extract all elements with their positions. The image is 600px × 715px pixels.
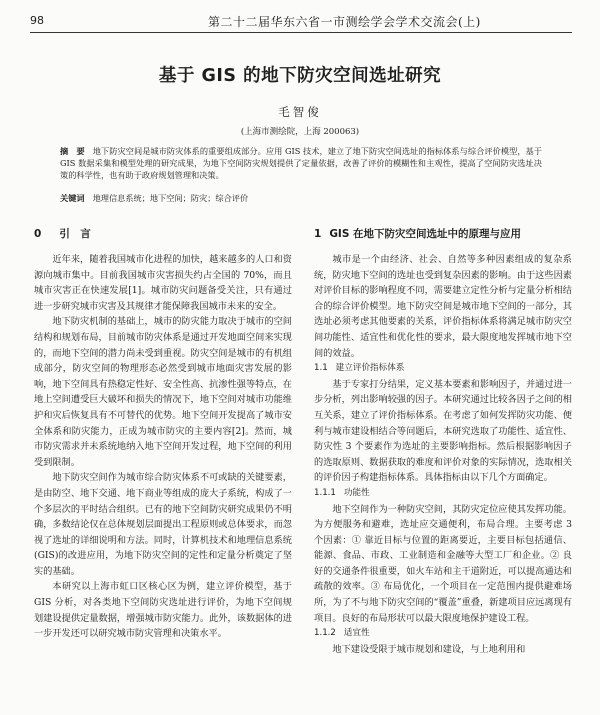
author-name: 毛智俊: [278, 105, 322, 119]
subsection-heading: [314, 626, 572, 642]
subsection-title: 建立评价指标体系: [335, 363, 405, 374]
affiliation: (上海市测绘院，上海 200063): [240, 127, 360, 137]
section-title: 引 言: [59, 228, 91, 240]
abstract-text: 地下防灾空间是城市防灾体系的重要组成部分。应用 GIS 技术，建立了地下防灾空间选址的指标体系与综合评价模型，基于 GIS 数据采集和模型处理的研究成果，为地下空间防灾规划提供了定量依据，改善了评价的模糊性和主观性，提高了空间防灾选址决策的科学性，也有助于政府规划管理和决策。: [60, 146, 542, 180]
section-number: 1: [314, 228, 322, 240]
paragraph: 基于专家打分结果，定义基本要素和影响因子，并通过进一步分析，列出影响较强的因子。本研究通过比较各因子之间的相互关系，建立了评价指标体系。在考虑了如何发挥防灾功能、便利与城市建设相结合等问题后，本研究选取了功能性、适宜性、防灾性 3 个要素作为选址的主要影响指标。然后根据影响因子的选取原则、数据获取的难度和评价对象的实际情况，选取相关的评价因子构建指标体系。具体指标由以下几个方面确定。: [314, 378, 572, 484]
keywords: [60, 192, 542, 204]
section-heading-intro: [34, 226, 292, 242]
paragraph: 城市是一个由经济、社会、自然等多种因素组成的复杂系统，防灾地下空间的选址也受到复杂因素的影响。由于这些因素对评价目标的影响程度不同，需要建立定性分析与定量分析相结合的综合评价模型。地下防灾空间是城市地下空间的一部分，其选址必须考虑其他要素的关系，评价指标体系将满足城市防灾空间功能性、适宜性和优化性的要求，最大限度地发挥城市地下空间的效益。: [314, 254, 572, 359]
subsection-number: 1.1.2: [314, 628, 336, 639]
subsection-number: 1.1: [314, 363, 328, 374]
paper-title: 基于 GIS 的地下防灾空间选址研究: [158, 66, 442, 86]
left-column: [34, 224, 292, 642]
section-title: GIS 在地下防灾空间选址中的原理与应用: [329, 228, 522, 240]
abstract: [60, 145, 542, 181]
subsection-heading: [314, 486, 572, 502]
paragraph: 近年来，随着我国城市化进程的加快，越来越多的人口和资源向城市集中。目前我国城市灾害损失约占全国的 70%，而且城市灾害正在快速发展[1]。城市防灾问题备受关注，只有通过进一步研究城市灾害及其规律才能保障我国城市未来的安全。: [34, 254, 292, 312]
section-heading-gis: [314, 226, 572, 242]
right-column: [314, 224, 572, 657]
paragraph: 地下防灾空间作为城市综合防灾体系不可或缺的关键要素，是由防空、地下交通、地下商业等组成的庞大子系统，构成了一个多层次的平时结合组织。已有的地下空间防灾研究成果仍不明确，多数结论仅在总体规划层面提出工程原则或总体要求，而忽视了选址的详细说明和方法。同时，计算机技术和地理信息系统(GIS)的改进应用，为地下防灾空间的定性和定量分析奠定了坚实的基础。: [34, 472, 292, 577]
abstract-label: 摘 要: [60, 146, 85, 156]
page-number: 98: [30, 14, 44, 27]
paragraph: 本研究以上海市虹口区核心区为例，建立评价模型，基于 GIS 分析，对各类地下空间防灾选址进行评价，为地下空间规划建设提供定量数据，增强城市防灾能力。此外，该数据体的进一步开发还可以研究城市防灾管理和决策水平。: [34, 581, 292, 640]
subsection-title: 功能性: [343, 487, 370, 498]
subsection-number: 1.1.1: [314, 487, 336, 498]
keywords-text: 地理信息系统；地下空间；防灾；综合评价: [92, 193, 249, 203]
subsection-title: 适宜性: [343, 628, 370, 639]
paragraph: 地下空间作为一种防灾空间，其防灾定位应使其发挥功能。为方便服务和避难，选址应交通便利，布局合理。主要考虑 3 个因素：① 靠近目标与位置的距离要近，主要目标包括通信、能源、食品、市政、工业制造和金融等大型工厂和企业。② 良好的交通条件很重要，如火车站和主干道附近，可以提高通达和疏散的效率。③ 布局优化，一个项目在一定范围内提供避难场所，为了不与地下防灾空间的“覆盖”重叠，新建项目应远离现有项目。良好的布局形状可以最大限度地保护建设工程。: [314, 503, 572, 624]
section-number: 0: [34, 228, 42, 240]
subsection-heading: [314, 361, 572, 377]
page-header: [30, 10, 572, 33]
keywords-label: 关键词: [60, 193, 85, 203]
paragraph: 地下防灾机制的基础上，城市的防灾能力取决于城市的空间结构和规划布局，目前城市防灾体系是通过开发地面空间来实现的，而地下空间的潜力尚未受到重视。防灾空间是城市的有机组成部分，防灾空间的物理形态必然受到城市地面灾害发展的影响，地下空间具有热稳定性好、安全性高、抗渗性强等特点，在地上空间遭受巨大破坏和损失的情况下，地下空间对城市功能维护和灾后恢复具有不可替代的优势。地下空间开发提高了城市安全体系和防灾能力，正成为城市防灾的主要内容[2]。然而，城市防灾需求并未系统地纳入地下空间开发过程，地下空间的利用受到限制。: [34, 316, 292, 468]
paragraph: 地下建设受限于城市规划和建设，与上地利用和: [332, 643, 526, 655]
running-head: 第二十二届华东六省一市测绘学会学术交流会(上): [208, 15, 481, 29]
